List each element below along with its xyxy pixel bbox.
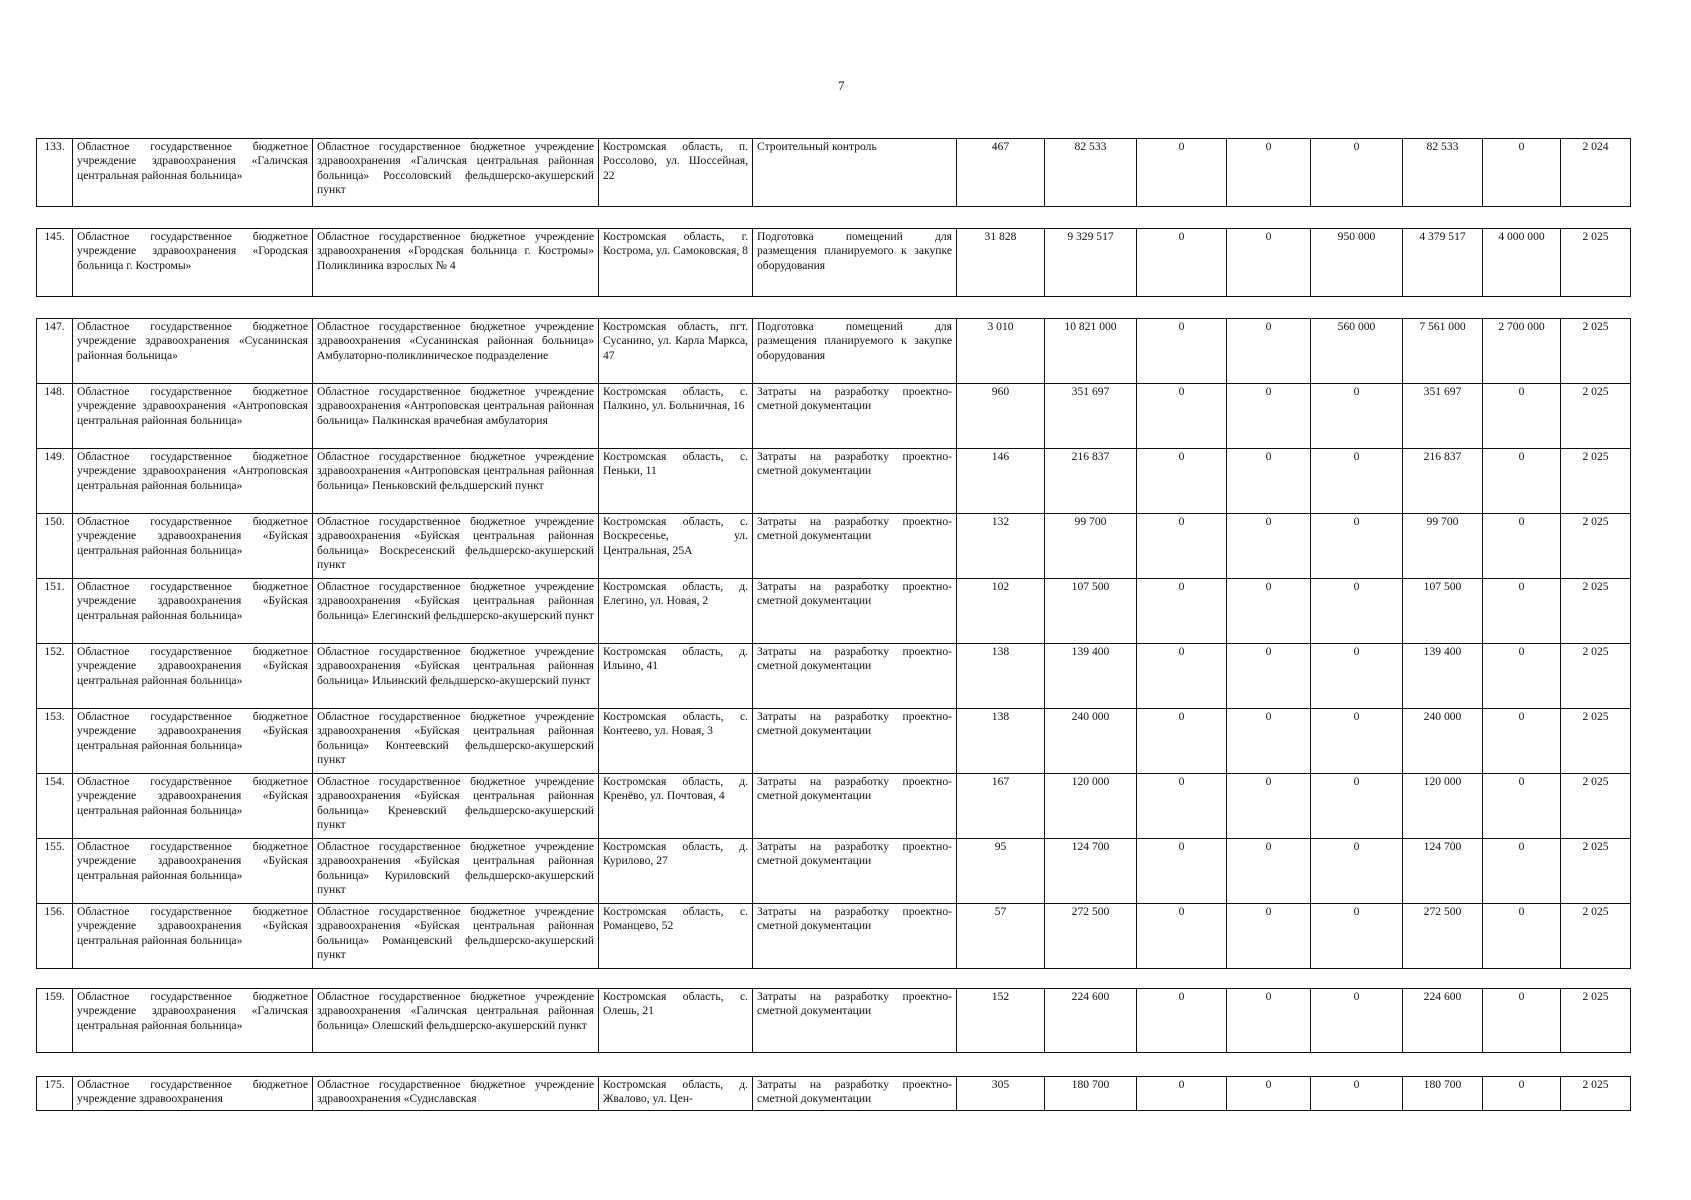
value-cell-5: 950 000 <box>1311 229 1403 297</box>
facility-cell: Областное государственное бюджетное учреждение здравоохранения «Сусанинская районная больница» Амбулаторно-поликлиническое подразделение <box>313 319 599 384</box>
value-cell-1: 102 <box>957 579 1045 644</box>
address-cell: Костромская область, пгт. Сусанино, ул. Карла Маркса, 47 <box>599 319 753 384</box>
table-block-175 <box>36 1076 1631 1111</box>
value-cell-2: 351 697 <box>1045 384 1137 449</box>
table-row <box>37 839 1631 904</box>
value-cell-4: 0 <box>1227 229 1311 297</box>
value-cell-6: 7 561 000 <box>1403 319 1483 384</box>
value-cell-6: 351 697 <box>1403 384 1483 449</box>
value-cell-2: 180 700 <box>1045 1077 1137 1111</box>
value-cell-7: 0 <box>1483 1077 1561 1111</box>
value-cell-7: 0 <box>1483 709 1561 774</box>
value-cell-7: 0 <box>1483 774 1561 839</box>
value-cell-6: 120 000 <box>1403 774 1483 839</box>
table-block-147-156 <box>36 318 1631 969</box>
year-cell: 2 024 <box>1561 139 1631 207</box>
table-row <box>37 989 1631 1053</box>
table-block-133 <box>36 138 1631 207</box>
value-cell-6: 4 379 517 <box>1403 229 1483 297</box>
year-cell: 2 025 <box>1561 904 1631 969</box>
address-cell: Костромская область, с. Романцево, 52 <box>599 904 753 969</box>
value-cell-1: 138 <box>957 709 1045 774</box>
value-cell-2: 82 533 <box>1045 139 1137 207</box>
table-row <box>37 449 1631 514</box>
year-cell: 2 025 <box>1561 709 1631 774</box>
value-cell-7: 0 <box>1483 839 1561 904</box>
organization-cell: Областное государственное бюджетное учреждение здравоохранения «Буйская центральная районная больница» <box>73 709 313 774</box>
year-cell: 2 025 <box>1561 644 1631 709</box>
row-number: 154. <box>37 774 73 839</box>
value-cell-3: 0 <box>1137 229 1227 297</box>
address-cell: Костромская область, с. Пеньки, 11 <box>599 449 753 514</box>
value-cell-5: 0 <box>1311 989 1403 1053</box>
value-cell-3: 0 <box>1137 139 1227 207</box>
table-row <box>37 229 1631 297</box>
work-type-cell: Затраты на разработку проектно-сметной документации <box>753 384 957 449</box>
work-type-cell: Затраты на разработку проектно-сметной документации <box>753 774 957 839</box>
value-cell-1: 95 <box>957 839 1045 904</box>
value-cell-4: 0 <box>1227 709 1311 774</box>
value-cell-5: 0 <box>1311 579 1403 644</box>
value-cell-7: 4 000 000 <box>1483 229 1561 297</box>
value-cell-3: 0 <box>1137 514 1227 579</box>
table-row <box>37 139 1631 207</box>
year-cell: 2 025 <box>1561 319 1631 384</box>
organization-cell: Областное государственное бюджетное учреждение здравоохранения «Буйская центральная районная больница» <box>73 774 313 839</box>
facility-cell: Областное государственное бюджетное учреждение здравоохранения «Буйская центральная районная больница» Воскресенский фельдшерско-акушерский пункт <box>313 514 599 579</box>
facility-cell: Областное государственное бюджетное учреждение здравоохранения «Буйская центральная районная больница» Романцевский фельдшерско-акушерский пункт <box>313 904 599 969</box>
value-cell-7: 0 <box>1483 644 1561 709</box>
table-row <box>37 579 1631 644</box>
work-type-cell: Затраты на разработку проектно-сметной документации <box>753 579 957 644</box>
work-type-cell: Затраты на разработку проектно-сметной документации <box>753 709 957 774</box>
value-cell-5: 0 <box>1311 644 1403 709</box>
work-type-cell: Затраты на разработку проектно-сметной документации <box>753 839 957 904</box>
organization-cell: Областное государственное бюджетное учреждение здравоохранения «Буйская центральная районная больница» <box>73 644 313 709</box>
value-cell-5: 560 000 <box>1311 319 1403 384</box>
facility-cell: Областное государственное бюджетное учреждение здравоохранения «Городская больница г. Костромы» Поликлиника взрослых № 4 <box>313 229 599 297</box>
value-cell-2: 240 000 <box>1045 709 1137 774</box>
work-type-cell: Затраты на разработку проектно-сметной документации <box>753 644 957 709</box>
value-cell-7: 2 700 000 <box>1483 319 1561 384</box>
value-cell-2: 216 837 <box>1045 449 1137 514</box>
table-row <box>37 644 1631 709</box>
value-cell-2: 10 821 000 <box>1045 319 1137 384</box>
work-type-cell: Затраты на разработку проектно-сметной документации <box>753 514 957 579</box>
value-cell-3: 0 <box>1137 774 1227 839</box>
value-cell-4: 0 <box>1227 449 1311 514</box>
value-cell-3: 0 <box>1137 579 1227 644</box>
value-cell-1: 146 <box>957 449 1045 514</box>
value-cell-5: 0 <box>1311 384 1403 449</box>
value-cell-2: 139 400 <box>1045 644 1137 709</box>
value-cell-2: 124 700 <box>1045 839 1137 904</box>
value-cell-6: 124 700 <box>1403 839 1483 904</box>
value-cell-3: 0 <box>1137 644 1227 709</box>
address-cell: Костромская область, д. Жвалово, ул. Цен- <box>599 1077 753 1111</box>
value-cell-2: 9 329 517 <box>1045 229 1137 297</box>
address-cell: Костромская область, с. Воскресенье, ул. Центральная, 25А <box>599 514 753 579</box>
value-cell-6: 107 500 <box>1403 579 1483 644</box>
value-cell-1: 305 <box>957 1077 1045 1111</box>
address-cell: Костромская область, с. Палкино, ул. Больничная, 16 <box>599 384 753 449</box>
value-cell-7: 0 <box>1483 514 1561 579</box>
value-cell-6: 180 700 <box>1403 1077 1483 1111</box>
value-cell-5: 0 <box>1311 774 1403 839</box>
organization-cell: Областное государственное бюджетное учреждение здравоохранения «Сусанинская районная больница» <box>73 319 313 384</box>
value-cell-1: 960 <box>957 384 1045 449</box>
address-cell: Костромская область, д. Ильино, 41 <box>599 644 753 709</box>
work-type-cell: Затраты на разработку проектно-сметной документации <box>753 989 957 1053</box>
table-row <box>37 1077 1631 1111</box>
facility-cell: Областное государственное бюджетное учреждение здравоохранения «Буйская центральная районная больница» Елегинский фельдшерско-акушерский пункт <box>313 579 599 644</box>
table-row <box>37 319 1631 384</box>
facility-cell: Областное государственное бюджетное учреждение здравоохранения «Буйская центральная районная больница» Ильинский фельдшерско-акушерский пункт <box>313 644 599 709</box>
value-cell-5: 0 <box>1311 904 1403 969</box>
organization-cell: Областное государственное бюджетное учреждение здравоохранения «Антроповская центральная районная больница» <box>73 449 313 514</box>
table-row <box>37 384 1631 449</box>
value-cell-1: 31 828 <box>957 229 1045 297</box>
address-cell: Костромская область, д. Курилово, 27 <box>599 839 753 904</box>
value-cell-1: 138 <box>957 644 1045 709</box>
organization-cell: Областное государственное бюджетное учреждение здравоохранения «Буйская центральная районная больница» <box>73 839 313 904</box>
work-type-cell: Затраты на разработку проектно-сметной документации <box>753 1077 957 1111</box>
value-cell-6: 139 400 <box>1403 644 1483 709</box>
row-number: 152. <box>37 644 73 709</box>
value-cell-7: 0 <box>1483 384 1561 449</box>
value-cell-4: 0 <box>1227 384 1311 449</box>
value-cell-3: 0 <box>1137 989 1227 1053</box>
value-cell-1: 152 <box>957 989 1045 1053</box>
value-cell-5: 0 <box>1311 839 1403 904</box>
value-cell-3: 0 <box>1137 449 1227 514</box>
value-cell-4: 0 <box>1227 579 1311 644</box>
row-number: 156. <box>37 904 73 969</box>
value-cell-4: 0 <box>1227 839 1311 904</box>
value-cell-1: 57 <box>957 904 1045 969</box>
value-cell-7: 0 <box>1483 579 1561 644</box>
value-cell-7: 0 <box>1483 904 1561 969</box>
organization-cell: Областное государственное бюджетное учреждение здравоохранения «Антроповская центральная районная больница» <box>73 384 313 449</box>
address-cell: Костромская область, д. Елегино, ул. Новая, 2 <box>599 579 753 644</box>
value-cell-6: 272 500 <box>1403 904 1483 969</box>
value-cell-7: 0 <box>1483 989 1561 1053</box>
table-row <box>37 514 1631 579</box>
organization-cell: Областное государственное бюджетное учреждение здравоохранения «Галичская центральная районная больница» <box>73 989 313 1053</box>
value-cell-6: 99 700 <box>1403 514 1483 579</box>
value-cell-7: 0 <box>1483 139 1561 207</box>
value-cell-2: 272 500 <box>1045 904 1137 969</box>
address-cell: Костромская область, п. Россолово, ул. Шоссейная, 22 <box>599 139 753 207</box>
value-cell-4: 0 <box>1227 644 1311 709</box>
row-number: 153. <box>37 709 73 774</box>
year-cell: 2 025 <box>1561 514 1631 579</box>
value-cell-3: 0 <box>1137 904 1227 969</box>
row-number: 147. <box>37 319 73 384</box>
row-number: 149. <box>37 449 73 514</box>
value-cell-4: 0 <box>1227 1077 1311 1111</box>
year-cell: 2 025 <box>1561 989 1631 1053</box>
facility-cell: Областное государственное бюджетное учреждение здравоохранения «Буйская центральная районная больница» Куриловский фельдшерско-акушерский пункт <box>313 839 599 904</box>
organization-cell: Областное государственное бюджетное учреждение здравоохранения <box>73 1077 313 1111</box>
row-number: 151. <box>37 579 73 644</box>
value-cell-3: 0 <box>1137 319 1227 384</box>
year-cell: 2 025 <box>1561 839 1631 904</box>
facility-cell: Областное государственное бюджетное учреждение здравоохранения «Галичская центральная районная больница» Россоловский фельдшерско-акушерский пункт <box>313 139 599 207</box>
value-cell-1: 167 <box>957 774 1045 839</box>
value-cell-4: 0 <box>1227 989 1311 1053</box>
value-cell-3: 0 <box>1137 1077 1227 1111</box>
year-cell: 2 025 <box>1561 774 1631 839</box>
year-cell: 2 025 <box>1561 1077 1631 1111</box>
value-cell-4: 0 <box>1227 904 1311 969</box>
table-row <box>37 774 1631 839</box>
row-number: 150. <box>37 514 73 579</box>
table-block-159 <box>36 988 1631 1053</box>
value-cell-6: 240 000 <box>1403 709 1483 774</box>
table-block-145 <box>36 228 1631 297</box>
row-number: 133. <box>37 139 73 207</box>
year-cell: 2 025 <box>1561 229 1631 297</box>
table-row <box>37 709 1631 774</box>
facility-cell: Областное государственное бюджетное учреждение здравоохранения «Галичская центральная районная больница» Олешский фельдшерско-акушерский пункт <box>313 989 599 1053</box>
page-number: 7 <box>838 78 845 93</box>
value-cell-4: 0 <box>1227 139 1311 207</box>
year-cell: 2 025 <box>1561 449 1631 514</box>
value-cell-5: 0 <box>1311 139 1403 207</box>
value-cell-7: 0 <box>1483 449 1561 514</box>
value-cell-1: 467 <box>957 139 1045 207</box>
value-cell-6: 224 600 <box>1403 989 1483 1053</box>
address-cell: Костромская область, с. Контеево, ул. Новая, 3 <box>599 709 753 774</box>
value-cell-4: 0 <box>1227 774 1311 839</box>
value-cell-3: 0 <box>1137 839 1227 904</box>
value-cell-6: 82 533 <box>1403 139 1483 207</box>
address-cell: Костромская область, с. Олешь, 21 <box>599 989 753 1053</box>
work-type-cell: Затраты на разработку проектно-сметной документации <box>753 904 957 969</box>
year-cell: 2 025 <box>1561 384 1631 449</box>
organization-cell: Областное государственное бюджетное учреждение здравоохранения «Городская больница г. Костромы» <box>73 229 313 297</box>
row-number: 145. <box>37 229 73 297</box>
facility-cell: Областное государственное бюджетное учреждение здравоохранения «Буйская центральная районная больница» Креневский фельдшерско-акушерский пункт <box>313 774 599 839</box>
organization-cell: Областное государственное бюджетное учреждение здравоохранения «Галичская центральная районная больница» <box>73 139 313 207</box>
address-cell: Костромская область, д. Кренёво, ул. Почтовая, 4 <box>599 774 753 839</box>
value-cell-2: 224 600 <box>1045 989 1137 1053</box>
work-type-cell: Строительный контроль <box>753 139 957 207</box>
work-type-cell: Подготовка помещений для размещения планируемого к закупке оборудования <box>753 319 957 384</box>
work-type-cell: Затраты на разработку проектно-сметной документации <box>753 449 957 514</box>
value-cell-1: 3 010 <box>957 319 1045 384</box>
organization-cell: Областное государственное бюджетное учреждение здравоохранения «Буйская центральная районная больница» <box>73 514 313 579</box>
value-cell-1: 132 <box>957 514 1045 579</box>
row-number: 159. <box>37 989 73 1053</box>
organization-cell: Областное государственное бюджетное учреждение здравоохранения «Буйская центральная районная больница» <box>73 579 313 644</box>
value-cell-5: 0 <box>1311 1077 1403 1111</box>
facility-cell: Областное государственное бюджетное учреждение здравоохранения «Антроповская центральная районная больница» Пеньковский фельдшерский пункт <box>313 449 599 514</box>
value-cell-4: 0 <box>1227 319 1311 384</box>
value-cell-2: 120 000 <box>1045 774 1137 839</box>
value-cell-5: 0 <box>1311 449 1403 514</box>
value-cell-5: 0 <box>1311 709 1403 774</box>
value-cell-6: 216 837 <box>1403 449 1483 514</box>
address-cell: Костромская область, г. Кострома, ул. Самоковская, 8 <box>599 229 753 297</box>
table-row <box>37 904 1631 969</box>
value-cell-3: 0 <box>1137 709 1227 774</box>
value-cell-2: 99 700 <box>1045 514 1137 579</box>
facility-cell: Областное государственное бюджетное учреждение здравоохранения «Судиславская <box>313 1077 599 1111</box>
facility-cell: Областное государственное бюджетное учреждение здравоохранения «Буйская центральная районная больница» Контеевский фельдшерско-акушерский пункт <box>313 709 599 774</box>
row-number: 175. <box>37 1077 73 1111</box>
organization-cell: Областное государственное бюджетное учреждение здравоохранения «Буйская центральная районная больница» <box>73 904 313 969</box>
value-cell-3: 0 <box>1137 384 1227 449</box>
facility-cell: Областное государственное бюджетное учреждение здравоохранения «Антроповская центральная районная больница» Палкинская врачебная амбулатория <box>313 384 599 449</box>
row-number: 155. <box>37 839 73 904</box>
work-type-cell: Подготовка помещений для размещения планируемого к закупке оборудования <box>753 229 957 297</box>
value-cell-4: 0 <box>1227 514 1311 579</box>
year-cell: 2 025 <box>1561 579 1631 644</box>
value-cell-5: 0 <box>1311 514 1403 579</box>
row-number: 148. <box>37 384 73 449</box>
value-cell-2: 107 500 <box>1045 579 1137 644</box>
